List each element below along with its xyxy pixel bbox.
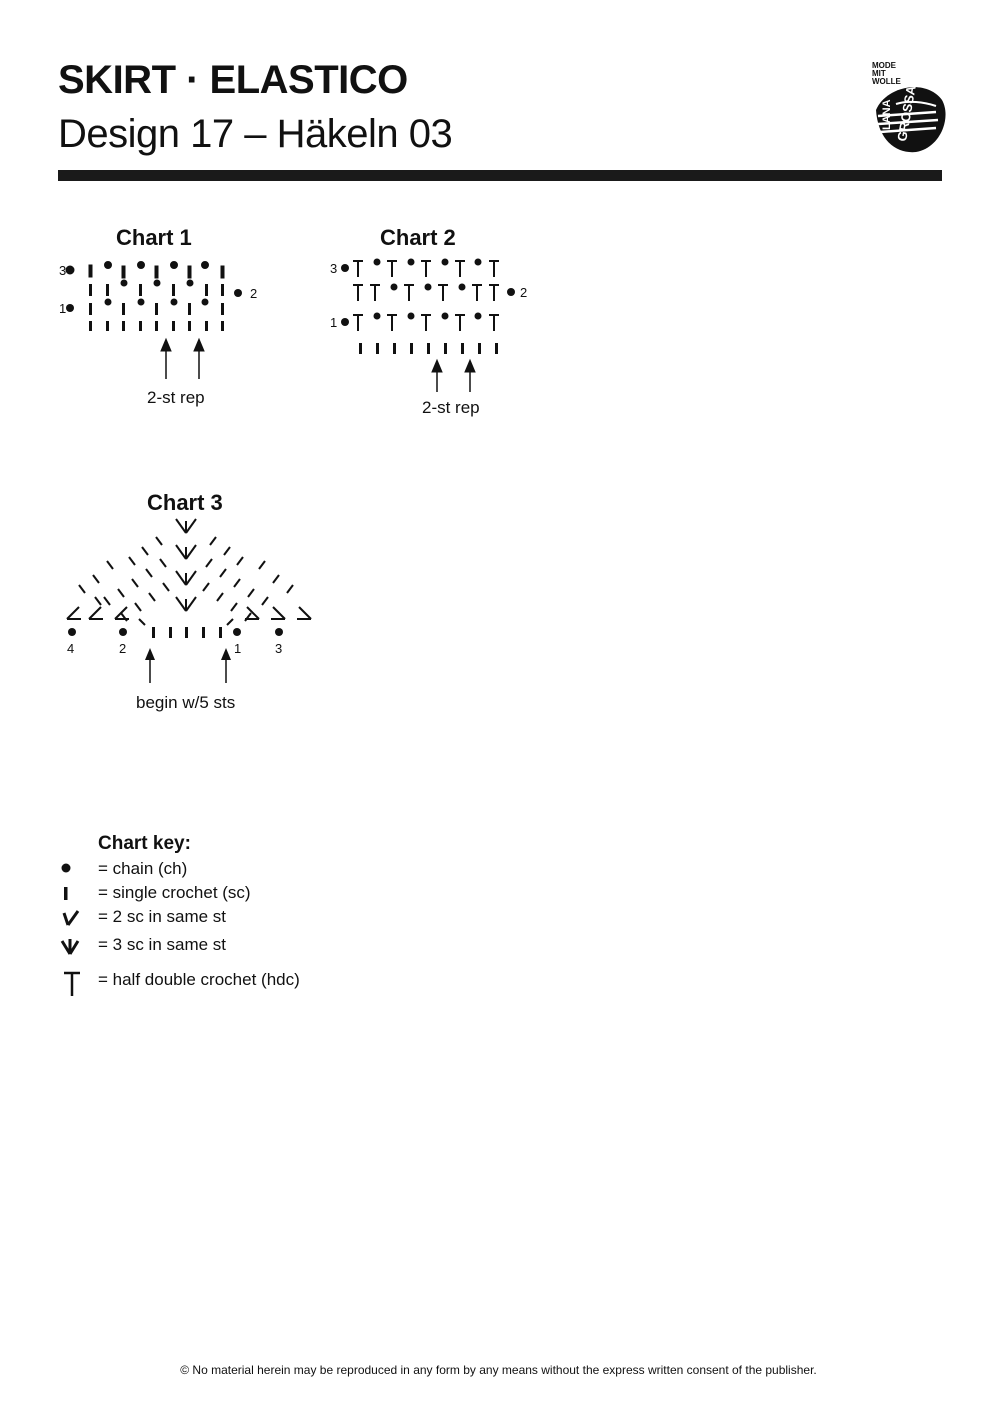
chart-3-left-diagonals: [79, 537, 169, 621]
key-item-chain: [60, 857, 380, 881]
chart-1-row-label-1: 1: [59, 301, 67, 316]
page-title: SKIRT · ELASTICO: [58, 58, 408, 102]
key-item-3sc: [60, 933, 380, 957]
chart-2-repeat-label: 2-st rep: [422, 398, 480, 417]
chart-2-row-label-2: 2: [520, 285, 528, 300]
chart-3-row-label-2: 2: [119, 641, 127, 656]
header-divider: [58, 170, 942, 181]
chart-2-row-3: [341, 259, 499, 278]
chain-dot-icon: [60, 857, 94, 883]
yarn-ball-icon: [866, 60, 950, 156]
chart-key-title: Chart key:: [98, 833, 191, 854]
chart-1-diagram: [55, 255, 285, 415]
chart-1-row-label-3: 3: [59, 263, 67, 278]
chart-1-row-1: [66, 299, 224, 316]
chart-1-title: Chart 1: [116, 225, 192, 250]
chart-3-start-arrows: [145, 648, 231, 683]
key-item-single-crochet-label: = single crochet (sc): [98, 883, 251, 902]
chart-1-row-label-2: 2: [250, 286, 258, 301]
chart-2-row-1: [341, 313, 499, 332]
chart-3-stitches: [67, 519, 311, 683]
svg-text:GROSSA: GROSSA: [894, 84, 919, 143]
chart-1-repeat-label: 2-st rep: [147, 388, 205, 407]
svg-text:LANA: LANA: [881, 99, 893, 130]
key-item-hdc-label: = half double crochet (hdc): [98, 970, 300, 989]
chart-1-row-2: [89, 280, 242, 298]
chart-3-row-label-1: 1: [234, 641, 242, 656]
chart-1-row-3: [66, 262, 224, 279]
single-crochet-icon: [60, 881, 94, 907]
chart-3-row-label-3: 3: [275, 641, 283, 656]
key-item-2sc: [60, 905, 380, 929]
lana-grossa-logo: [866, 60, 950, 156]
chart-3-diagram: [55, 515, 325, 720]
chart-3-increase-marks: [67, 607, 311, 625]
chart-2-diagram: [325, 252, 545, 422]
half-double-crochet-icon: [60, 968, 94, 998]
chart-3-start-label: begin w/5 sts: [136, 693, 236, 712]
key-item-3sc-label: = 3 sc in same st: [98, 935, 227, 954]
chart-2-row-2: [353, 284, 515, 302]
page-subtitle: Design 17 – Häkeln 03: [58, 112, 453, 156]
chart-2-title: Chart 2: [380, 225, 456, 250]
two-sc-same-st-icon: [60, 905, 94, 931]
chart-2-row-label-1: 1: [330, 315, 338, 330]
chart-3-foundation: [152, 627, 222, 638]
key-item-single-crochet: [60, 881, 380, 905]
chart-3-row-label-4: 4: [67, 641, 75, 656]
chart-3: [55, 515, 325, 720]
chart-2-row-label-3: 3: [330, 261, 338, 276]
logo-tagline: MODE MIT WOLLE: [872, 61, 901, 86]
chart-3-chain-dots: [68, 628, 283, 636]
chart-2-repeat-arrows: [432, 360, 475, 392]
key-item-hdc: [60, 968, 380, 992]
copyright-notice: © No material herein may be reproduced in any form by any means without the express written consent of the publisher.: [180, 1363, 817, 1377]
chart-1-repeat-arrows: [161, 339, 204, 379]
three-sc-same-st-icon: [60, 933, 94, 959]
chart-3-center-fans: [176, 519, 196, 611]
chart-2: [325, 252, 545, 422]
chart-2-foundation: [359, 343, 498, 354]
key-item-chain-label: = chain (ch): [98, 859, 188, 878]
chart-1: [55, 255, 285, 415]
key-item-2sc-label: = 2 sc in same st: [98, 907, 227, 926]
chart-1-foundation: [89, 321, 224, 331]
chart-3-title: Chart 3: [147, 490, 223, 515]
